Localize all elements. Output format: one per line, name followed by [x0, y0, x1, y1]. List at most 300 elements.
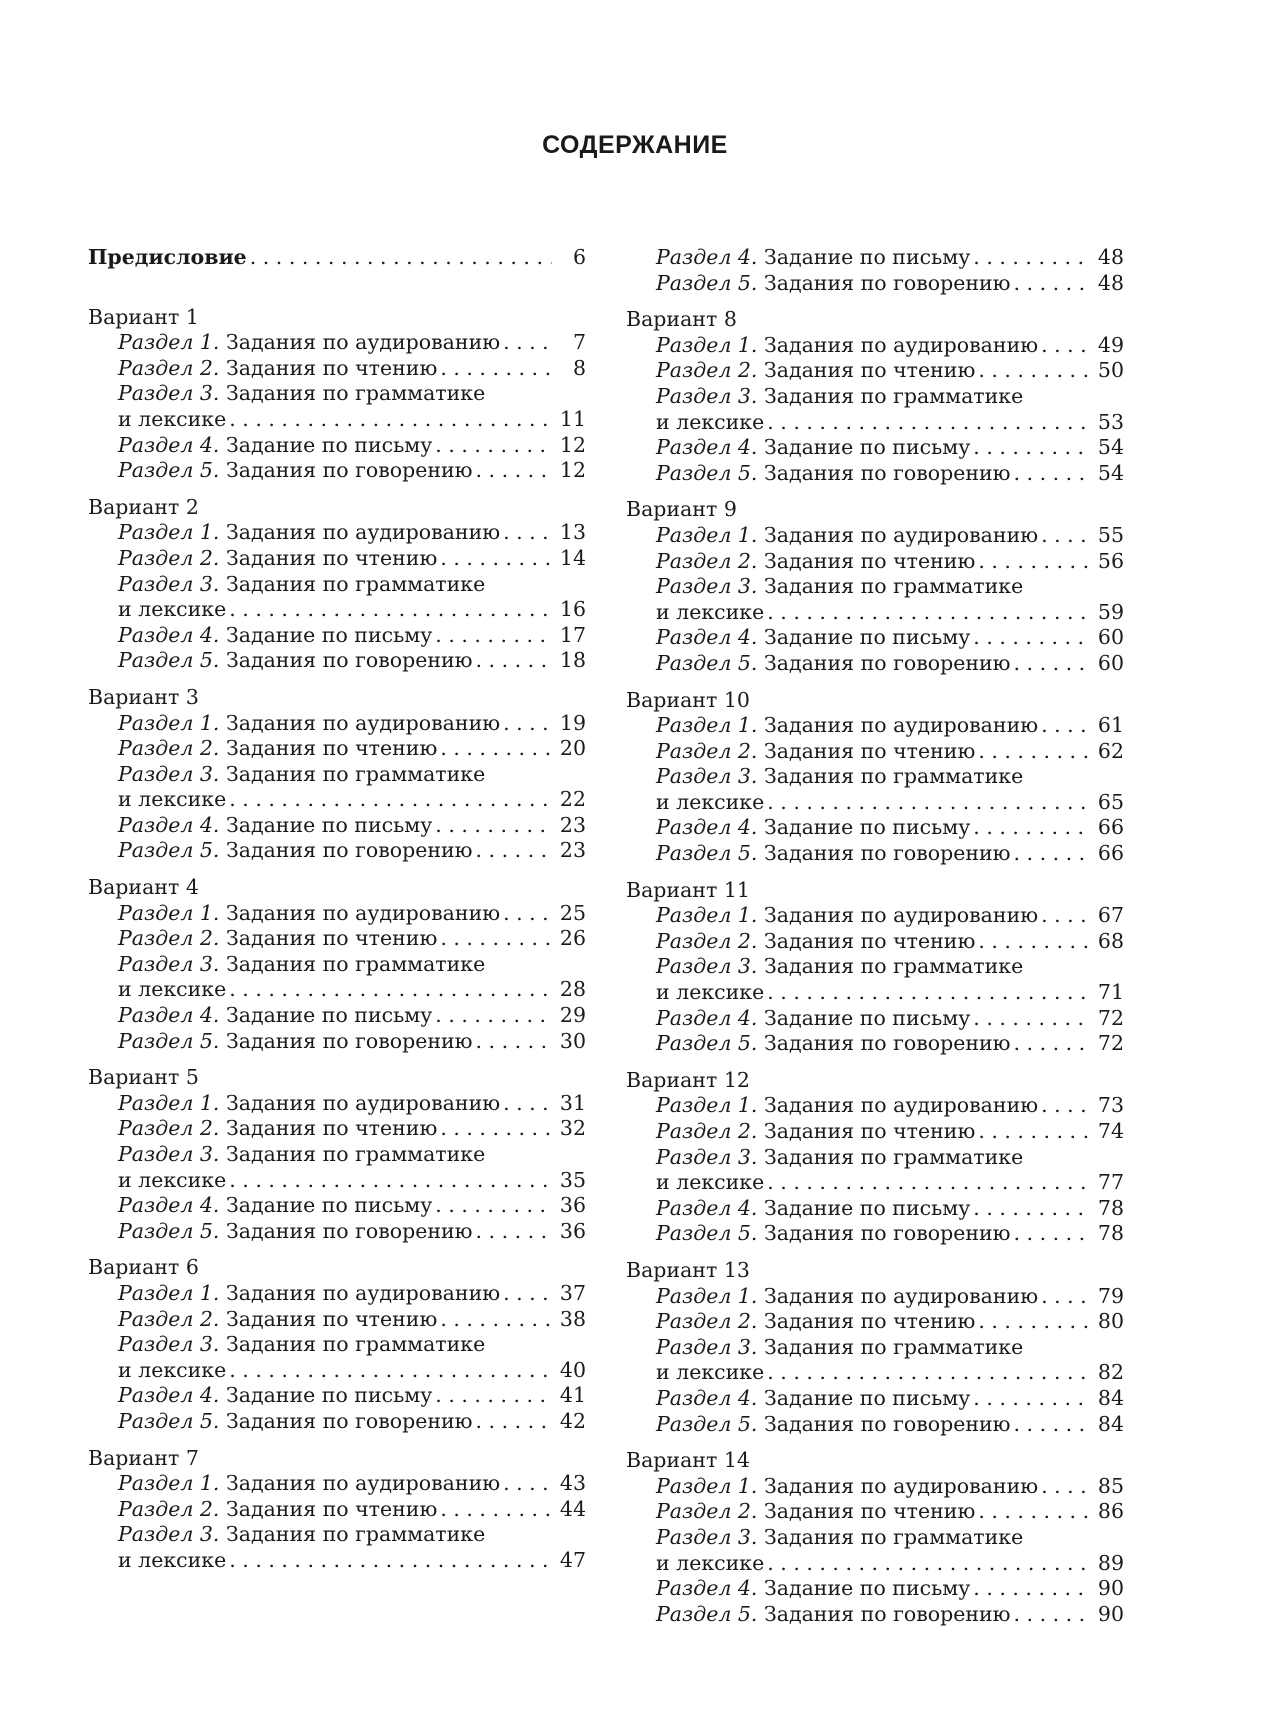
- toc-entry[interactable]: [88, 520, 586, 546]
- toc-entry[interactable]: [88, 1168, 586, 1194]
- section-number: Раздел 3.: [118, 571, 220, 596]
- entry-title: Задание по письму: [757, 245, 971, 269]
- dot-leader: [973, 245, 1090, 271]
- page-number: 36: [559, 1193, 586, 1218]
- toc-entry[interactable]: [626, 1031, 1124, 1057]
- spacer: [626, 486, 1124, 497]
- section-number: Раздел 3.: [656, 954, 758, 979]
- page-number: 53: [1097, 409, 1124, 434]
- entry-title: Задания по говорению: [757, 1221, 1011, 1246]
- section-number: Раздел 5.: [656, 1031, 758, 1056]
- section-number: Раздел 5.: [656, 650, 758, 675]
- toc-entry[interactable]: [626, 790, 1124, 816]
- toc-entry[interactable]: [626, 713, 1124, 739]
- entry-title: Задания по чтению: [219, 1306, 438, 1331]
- toc-entry[interactable]: [626, 1576, 1124, 1602]
- entry-title: Задание по письму: [219, 1383, 433, 1408]
- section-number: Раздел 1.: [118, 1090, 220, 1115]
- section-number: Раздел 2.: [118, 1496, 220, 1521]
- entry-text: [118, 1193, 432, 1219]
- spacer: [88, 1435, 586, 1446]
- section-number: Раздел 2.: [118, 926, 220, 951]
- dot-leader: [1041, 1093, 1090, 1119]
- entry-text: [656, 1170, 764, 1196]
- page-number: 90: [1097, 1601, 1124, 1626]
- section-number: Раздел 5.: [656, 1221, 758, 1246]
- page-number: 77: [1097, 1170, 1124, 1195]
- page-number: 23: [559, 838, 586, 863]
- page-title: СОДЕРЖАНИЕ: [542, 131, 728, 159]
- toc-entry[interactable]: [88, 381, 586, 407]
- section-number: Раздел 3.: [656, 764, 758, 789]
- entry-title: Задания по говорению: [219, 1028, 473, 1053]
- dot-leader: [1014, 841, 1091, 867]
- toc-entry[interactable]: [626, 1309, 1124, 1335]
- page-number: 40: [559, 1357, 586, 1382]
- toc-entry[interactable]: [88, 458, 586, 484]
- page-number: 26: [559, 926, 586, 951]
- toc-entry[interactable]: [88, 1358, 586, 1384]
- entry-text: [118, 1219, 473, 1245]
- toc-entry[interactable]: [626, 333, 1124, 359]
- toc-entry[interactable]: [88, 623, 586, 649]
- entry-text: [656, 384, 1023, 408]
- variant-block: [626, 497, 1124, 676]
- toc-entry[interactable]: [626, 1335, 1124, 1361]
- toc-entry[interactable]: [626, 929, 1124, 955]
- entry-title: Задания по аудированию: [219, 520, 501, 545]
- toc-entry[interactable]: [88, 1409, 586, 1435]
- page-number: 13: [559, 520, 586, 545]
- spacer: [626, 1057, 1124, 1068]
- entry-title: Задания по чтению: [757, 548, 976, 573]
- entry-title: Задания по грамматике: [757, 1524, 1024, 1549]
- toc-entry[interactable]: [88, 407, 586, 433]
- entry-text: [656, 410, 764, 436]
- page-number: 62: [1097, 738, 1124, 763]
- toc-entry[interactable]: [626, 815, 1124, 841]
- section-number: Раздел 3.: [118, 381, 220, 406]
- dot-leader: [1014, 461, 1091, 487]
- entry-text: [118, 546, 437, 572]
- toc-column-left: [88, 245, 586, 1574]
- toc-entry[interactable]: [88, 1003, 586, 1029]
- dot-leader: [973, 1386, 1090, 1412]
- entry-title: Задание по письму: [757, 435, 971, 460]
- variant-block: [88, 1446, 586, 1574]
- entry-title: Задание по письму: [757, 625, 971, 650]
- toc-entry[interactable]: [88, 1332, 586, 1358]
- section-number: Раздел 2.: [118, 355, 220, 380]
- variant-block: [88, 685, 586, 864]
- section-number: Раздел 4.: [656, 1576, 758, 1601]
- dot-leader: [767, 980, 1090, 1006]
- toc-entry[interactable]: [626, 651, 1124, 677]
- page-number: 54: [1097, 460, 1124, 485]
- dot-leader: [767, 790, 1090, 816]
- variant-heading[interactable]: Вариант 14: [626, 1448, 750, 1473]
- entry-title: Задания по говорению: [219, 838, 473, 863]
- entry-text: [118, 1522, 485, 1546]
- dot-leader: [978, 1119, 1090, 1145]
- page-number: 17: [559, 622, 586, 647]
- variant-block: [626, 1448, 1124, 1627]
- toc-entry[interactable]: [626, 1145, 1124, 1171]
- toc-entry[interactable]: [88, 1471, 586, 1497]
- spacer: [88, 1054, 586, 1065]
- toc-entry[interactable]: [626, 600, 1124, 626]
- page-number: 86: [1097, 1499, 1124, 1524]
- dot-leader: [978, 929, 1090, 955]
- toc-entry[interactable]: [88, 356, 586, 382]
- dot-leader: [973, 1196, 1090, 1222]
- variant-block: [626, 688, 1124, 867]
- section-number: Раздел 3.: [656, 1334, 758, 1359]
- entry-title: Задания по грамматике: [219, 1142, 486, 1166]
- entry-text: [118, 1142, 485, 1166]
- section-number: Раздел 5.: [118, 648, 220, 673]
- entry-text: [656, 1360, 764, 1386]
- entry-title: и лексике: [118, 1167, 227, 1192]
- entry-text: [118, 1168, 226, 1194]
- section-number: Раздел 2.: [118, 545, 220, 570]
- toc-entry[interactable]: [88, 787, 586, 813]
- entry-title: Задания по аудированию: [219, 710, 501, 735]
- variant-heading[interactable]: Вариант 10: [626, 687, 750, 712]
- entry-text: [118, 407, 226, 433]
- entry-text: [118, 572, 485, 596]
- dot-leader: [503, 711, 552, 737]
- entry-text: [656, 1221, 1011, 1247]
- section-number: Раздел 2.: [656, 358, 758, 383]
- section-number: Раздел 2.: [656, 1499, 758, 1524]
- dot-leader: [476, 1409, 553, 1435]
- entry-text: [118, 330, 500, 356]
- page-number: 6: [572, 245, 586, 269]
- entry-text: [656, 600, 764, 626]
- toc-entry[interactable]: [88, 330, 586, 356]
- toc-entry[interactable]: [626, 841, 1124, 867]
- preface-label: Предисловие: [88, 245, 247, 269]
- toc-entry[interactable]: [88, 711, 586, 737]
- entry-text: [656, 1474, 1038, 1500]
- variant-heading[interactable]: Вариант 12: [626, 1067, 750, 1092]
- entry-text: [118, 597, 226, 623]
- toc-entry[interactable]: [626, 739, 1124, 765]
- toc-entry[interactable]: [88, 1142, 586, 1168]
- toc-entry[interactable]: [626, 1499, 1124, 1525]
- toc-entry[interactable]: [626, 1006, 1124, 1032]
- entry-text: [118, 356, 437, 382]
- toc-entry[interactable]: [626, 523, 1124, 549]
- entry-title: Задания по говорению: [757, 270, 1011, 295]
- toc-entry[interactable]: [626, 1360, 1124, 1386]
- entry-text: [656, 1412, 1011, 1438]
- page-number: 85: [1097, 1473, 1124, 1498]
- toc-entry[interactable]: [88, 597, 586, 623]
- toc-entry[interactable]: [626, 1602, 1124, 1628]
- page-number: 60: [1097, 625, 1124, 650]
- toc-entry[interactable]: [88, 1091, 586, 1117]
- toc-entry[interactable]: [88, 1522, 586, 1548]
- toc-entry[interactable]: [626, 1170, 1124, 1196]
- entry-text: [656, 1602, 1011, 1628]
- page-number: 73: [1097, 1093, 1124, 1118]
- variant-heading[interactable]: Вариант 9: [626, 497, 737, 522]
- entry-text: [656, 1196, 970, 1222]
- page-number: 56: [1097, 548, 1124, 573]
- page-number: 20: [559, 736, 586, 761]
- entry-title: Задание по письму: [219, 812, 433, 837]
- entry-text: [118, 1358, 226, 1384]
- section-number: Раздел 4.: [118, 1193, 220, 1218]
- section-number: Раздел 5.: [656, 460, 758, 485]
- toc-column-right: [626, 245, 1124, 1627]
- variant-heading[interactable]: Вариант 5: [88, 1065, 199, 1090]
- toc-entry[interactable]: [88, 1497, 586, 1523]
- toc-entry[interactable]: [88, 977, 586, 1003]
- dot-leader: [973, 1576, 1090, 1602]
- entry-title: Задания по аудированию: [757, 1093, 1039, 1118]
- toc-entry[interactable]: [626, 980, 1124, 1006]
- section-number: Раздел 5.: [656, 270, 758, 295]
- page-number: 68: [1097, 928, 1124, 953]
- page-number: 72: [1097, 1031, 1124, 1056]
- entry-title: и лексике: [118, 1547, 227, 1572]
- entry-title: и лексике: [656, 1360, 765, 1385]
- page-number: 11: [559, 406, 586, 431]
- section-number: Раздел 5.: [656, 1601, 758, 1626]
- spacer: [88, 864, 586, 875]
- entry-title: Задания по аудированию: [219, 1471, 501, 1496]
- entry-title: Задание по письму: [757, 1385, 971, 1410]
- entry-text: [656, 651, 1011, 677]
- entry-text: [118, 381, 485, 405]
- toc-entry[interactable]: [88, 1219, 586, 1245]
- section-number: Раздел 2.: [656, 1309, 758, 1334]
- toc-entry[interactable]: [88, 952, 586, 978]
- entry-text: [656, 713, 1038, 739]
- toc-entry[interactable]: [626, 549, 1124, 575]
- entry-text: [118, 711, 500, 737]
- page-number: 49: [1097, 332, 1124, 357]
- toc-entry[interactable]: [88, 648, 586, 674]
- entry-text: [118, 977, 226, 1003]
- entry-title: Задание по письму: [219, 1003, 433, 1028]
- toc-entry[interactable]: [626, 903, 1124, 929]
- dot-leader: [503, 520, 552, 546]
- toc-entry[interactable]: [626, 1284, 1124, 1310]
- page-number: 78: [1097, 1221, 1124, 1246]
- section-number: Раздел 4.: [118, 812, 220, 837]
- toc-entry[interactable]: [626, 1412, 1124, 1438]
- entry-text: [656, 954, 1023, 978]
- toc-entry[interactable]: [626, 574, 1124, 600]
- dot-leader: [440, 1497, 552, 1523]
- page-number: 48: [1097, 270, 1124, 295]
- entry-title: Задание по письму: [757, 815, 971, 840]
- dot-leader: [503, 901, 552, 927]
- toc-entry[interactable]: [626, 625, 1124, 651]
- entry-text: [656, 1335, 1023, 1359]
- page-number: 74: [1097, 1119, 1124, 1143]
- section-number: Раздел 5.: [118, 1218, 220, 1243]
- entry-title: Задания по чтению: [757, 358, 976, 383]
- page-number: 48: [1097, 245, 1124, 269]
- toc-entry[interactable]: [626, 1474, 1124, 1500]
- dot-leader: [767, 1170, 1090, 1196]
- dot-leader: [440, 926, 552, 952]
- section-number: Раздел 5.: [656, 841, 758, 866]
- entry-title: Задания по аудированию: [757, 903, 1039, 928]
- entry-title: Задания по чтению: [219, 1496, 438, 1521]
- dot-leader: [978, 358, 1090, 384]
- dot-leader: [229, 1168, 552, 1194]
- page-number: 90: [1097, 1576, 1124, 1601]
- dot-leader: [503, 1471, 552, 1497]
- section-number: Раздел 5.: [118, 458, 220, 483]
- dot-leader: [476, 1029, 553, 1055]
- toc-entry[interactable]: [626, 1525, 1124, 1551]
- toc-entry[interactable]: [88, 736, 586, 762]
- entry-title: и лексике: [656, 980, 765, 1005]
- toc-entry[interactable]: [88, 1281, 586, 1307]
- toc-entry[interactable]: [626, 764, 1124, 790]
- entry-text: [656, 435, 970, 461]
- variant-heading[interactable]: Вариант 2: [88, 494, 199, 519]
- page-number: 54: [1097, 435, 1124, 460]
- section-number: Раздел 1.: [656, 1283, 758, 1308]
- entry-text: [656, 980, 764, 1006]
- toc-entry[interactable]: [626, 410, 1124, 436]
- toc-entry[interactable]: [626, 358, 1124, 384]
- variant-heading[interactable]: Вариант 13: [626, 1257, 750, 1282]
- toc-entry-preface[interactable]: [88, 245, 586, 271]
- dot-leader: [250, 245, 552, 271]
- section-number: Раздел 3.: [118, 761, 220, 786]
- toc-entry[interactable]: [626, 954, 1124, 980]
- page-number: 61: [1097, 713, 1124, 738]
- toc-entry[interactable]: [626, 1119, 1124, 1145]
- entry-text: [118, 926, 437, 952]
- toc-entry[interactable]: [88, 433, 586, 459]
- section-number: Раздел 4.: [656, 1005, 758, 1030]
- toc-entry[interactable]: [626, 271, 1124, 297]
- toc-entry[interactable]: [88, 1029, 586, 1055]
- toc-entry[interactable]: [88, 1548, 586, 1574]
- entry-text: [118, 838, 473, 864]
- variant-heading[interactable]: Вариант 8: [626, 307, 737, 332]
- toc-entry[interactable]: [626, 1221, 1124, 1247]
- page-number: 25: [559, 900, 586, 925]
- entry-title: Задания по грамматике: [219, 761, 486, 786]
- toc-entry[interactable]: [88, 1193, 586, 1219]
- page-number: 79: [1097, 1283, 1124, 1308]
- toc-entry[interactable]: [88, 926, 586, 952]
- toc-entry[interactable]: [626, 1093, 1124, 1119]
- dot-leader: [440, 1116, 552, 1142]
- entry-text: [656, 1119, 975, 1145]
- toc-entry[interactable]: [626, 1386, 1124, 1412]
- toc-entry[interactable]: [626, 384, 1124, 410]
- variant-heading[interactable]: Вариант 7: [88, 1445, 199, 1470]
- page-number: 31: [559, 1090, 586, 1115]
- dot-leader: [973, 1006, 1090, 1032]
- dot-leader: [973, 815, 1090, 841]
- toc-entry[interactable]: [88, 546, 586, 572]
- dot-leader: [440, 1307, 552, 1333]
- dot-leader: [476, 838, 553, 864]
- entry-title: Задания по грамматике: [219, 1332, 486, 1357]
- entry-title: Задания по грамматике: [757, 1334, 1024, 1359]
- toc-entry[interactable]: [626, 1551, 1124, 1577]
- dot-leader: [503, 1091, 552, 1117]
- section-number: Раздел 1.: [118, 330, 220, 355]
- toc-entry[interactable]: [626, 245, 1124, 271]
- toc-entry[interactable]: [88, 1116, 586, 1142]
- toc-entry[interactable]: [88, 1383, 586, 1409]
- toc-entry[interactable]: [88, 901, 586, 927]
- variant-heading[interactable]: Вариант 6: [88, 1255, 199, 1280]
- variant-heading[interactable]: Вариант 11: [626, 877, 750, 902]
- entry-title: Задания по говорению: [219, 1408, 473, 1433]
- entry-title: Задания по грамматике: [757, 383, 1024, 408]
- entry-text: [656, 1551, 764, 1577]
- variant-heading[interactable]: Вариант 1: [88, 304, 199, 329]
- dot-leader: [435, 433, 552, 459]
- toc-entry[interactable]: [626, 435, 1124, 461]
- dot-leader: [435, 813, 552, 839]
- entry-title: Задания по чтению: [757, 1309, 976, 1334]
- entry-title: и лексике: [118, 977, 227, 1002]
- section-number: Раздел 1.: [118, 520, 220, 545]
- toc-entry[interactable]: [626, 461, 1124, 487]
- variant-block: [88, 875, 586, 1054]
- toc-entry[interactable]: [626, 1196, 1124, 1222]
- variant-heading[interactable]: Вариант 4: [88, 875, 199, 900]
- toc-entry[interactable]: [88, 1307, 586, 1333]
- toc-entry[interactable]: [88, 572, 586, 598]
- toc-entry[interactable]: [88, 813, 586, 839]
- entry-text: [656, 764, 1023, 788]
- toc-entry[interactable]: [88, 838, 586, 864]
- section-number: Раздел 1.: [118, 710, 220, 735]
- toc-entry[interactable]: [88, 762, 586, 788]
- entry-title: Задания по чтению: [757, 738, 976, 763]
- dot-leader: [767, 600, 1090, 626]
- section-number: Раздел 1.: [118, 900, 220, 925]
- page-number: 50: [1097, 358, 1124, 383]
- section-number: Раздел 2.: [656, 1119, 758, 1143]
- entry-title: Задания по грамматике: [757, 954, 1024, 979]
- entry-text: [656, 739, 975, 765]
- section-number: Раздел 1.: [656, 332, 758, 357]
- section-number: Раздел 2.: [118, 1306, 220, 1331]
- page-number: 72: [1097, 1005, 1124, 1030]
- entry-text: [656, 461, 1011, 487]
- variant-heading[interactable]: Вариант 3: [88, 684, 199, 709]
- entry-text: [656, 841, 1011, 867]
- entry-title: Задания по говорению: [219, 458, 473, 483]
- entry-title: Задание по письму: [757, 1576, 971, 1601]
- entry-text: [656, 903, 1038, 929]
- section-number: Раздел 4.: [656, 245, 758, 269]
- section-number: Раздел 4.: [118, 1003, 220, 1028]
- dot-leader: [1014, 1031, 1091, 1057]
- section-number: Раздел 3.: [656, 383, 758, 408]
- entry-text: [656, 1006, 970, 1032]
- dot-leader: [229, 407, 552, 433]
